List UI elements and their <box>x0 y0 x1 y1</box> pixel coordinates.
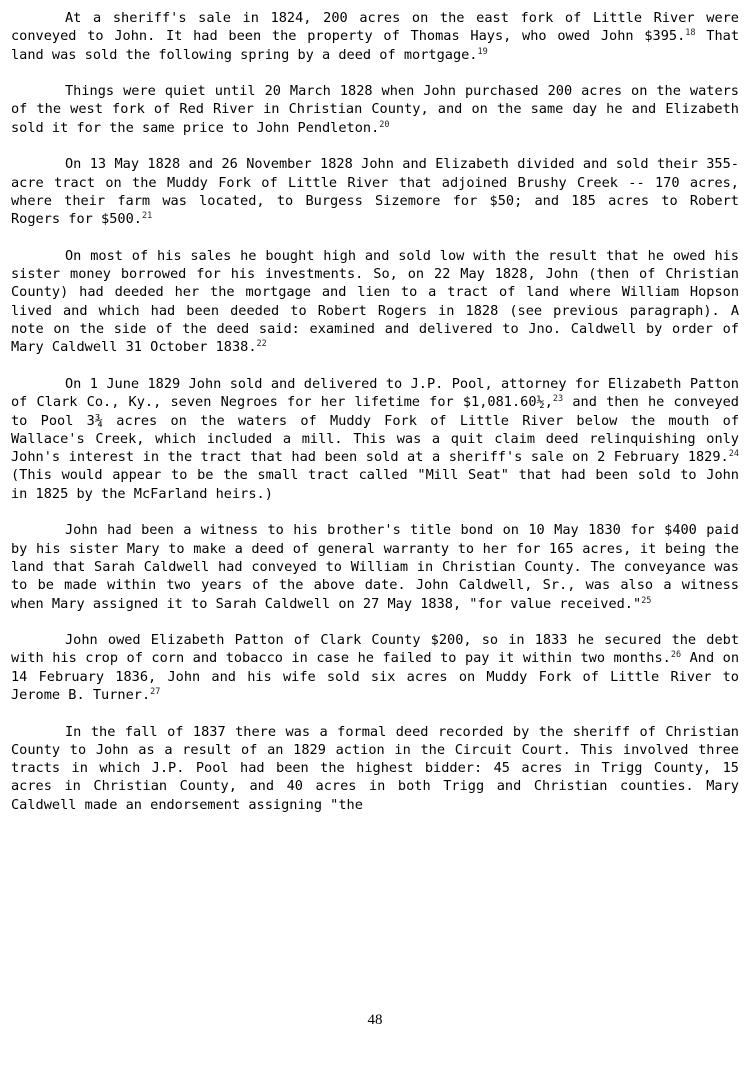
footnote-ref: 18 <box>685 28 696 39</box>
paragraph <box>11 723 739 814</box>
footnote-ref: 23 <box>552 394 564 405</box>
footnote-ref: 25 <box>641 595 652 606</box>
paragraph-text: That land was sold the following spring by a deed of mortgage. <box>11 28 739 63</box>
footnote-ref: 20 <box>379 119 390 130</box>
paragraph <box>11 155 739 228</box>
footnote-ref: 22 <box>256 339 267 350</box>
paragraph-text: At a sheriff's sale in 1824, 200 acres on the east fork of Little River were conveyed to John. It had been the property of Thomas Hays, who owed John $395. <box>11 10 739 45</box>
footnote-ref: 24 <box>728 449 739 460</box>
paragraph-text: On most of his sales he bought high and sold low with the result that he owed his sister money borrowed for his investments. So, on 22 May 1828, John (then of Christian County) had deeded her the mortgage and lien to a tract of land where William Hopson lived and which had been deeded to Robert Rogers in 1828 (see previous paragraph). A note on the side of the deed said: examined and delivered to Jno. Caldwell by order of Mary Caldwell 31 October 1838. <box>11 247 739 356</box>
paragraph-text: On 13 May 1828 and 26 November 1828 John and Elizabeth divided and sold their 355-acre tract on the Muddy Fork of Little River that adjoined Brushy Creek -- 170 acres, where their farm was located, to Burgess Sizemore for $50; and 185 acres to Robert Rogers for $500. <box>11 156 739 228</box>
paragraph <box>11 521 739 612</box>
paragraph <box>11 247 739 357</box>
paragraph-text: John had been a witness to his brother's title bond on 10 May 1830 for $400 paid by his sister Mary to make a deed of general warranty to her for 165 acres, it being the land that Sarah Caldwell had conveyed to William in Christian County. The conveyance was to be made within two years of the above date. John Caldwell, Sr., was also a witness when Mary assigned it to Sarah Caldwell on 27 May 1838, "for value received." <box>11 522 739 612</box>
paragraph <box>11 631 739 704</box>
paragraph-text: and then he conveyed to Pool 3¾ acres on the waters of Muddy Fork of Little River below the mouth of Wallace's Creek, which included a mill. This was a quit claim deed relinquishing only John's interest in the tract that had been sold at a sheriff's sale on 2 February 1829. <box>11 394 739 466</box>
paragraph-text: And on 14 February 1836, John and his wife sold six acres on Muddy Fork of Little River to Jerome B. Turner. <box>11 650 740 703</box>
footnote-ref: 27 <box>150 686 161 697</box>
paragraph-text: (This would appear to be the small tract called "Mill Seat" that had been sold to John in 1825 by the McFarland heirs.) <box>11 467 739 502</box>
page-number: 48 <box>367 1012 383 1028</box>
paragraph-text: Things were quiet until 20 March 1828 when John purchased 200 acres on the waters of the west fork of Red River in Christian County, and on the same day he and Elizabeth sold it for the same price to John Pendleton. <box>11 83 739 136</box>
footnote-ref: 26 <box>670 650 682 661</box>
paragraph-text: John owed Elizabeth Patton of Clark County $200, so in 1833 he secured the debt with his crop of corn and tobacco in case he failed to pay it within two months. <box>11 632 739 667</box>
paragraph-text: In the fall of 1837 there was a formal deed recorded by the sheriff of Christian County to John as a result of an 1829 action in the Circuit Court. This involved three tracts in which J.P. Pool had been the highest bidder: 45 acres in Trigg County, 15 acres in Christian County, and 40 acres in both Trigg and Christian counties. Mary Caldwell made an endorsement assigning "the <box>11 723 739 813</box>
paragraph-text: On 1 June 1829 John sold and delivered to J.P. Pool, attorney for Elizabeth Patton of Clark Co., Ky., seven Negroes for her lifetime for $1,081.60½, <box>11 375 739 411</box>
paragraph <box>11 375 739 503</box>
footnote-ref: 19 <box>477 46 488 57</box>
footnote-ref: 21 <box>141 211 153 222</box>
document-page <box>11 9 739 832</box>
paragraph <box>11 82 739 137</box>
paragraph <box>11 9 739 64</box>
